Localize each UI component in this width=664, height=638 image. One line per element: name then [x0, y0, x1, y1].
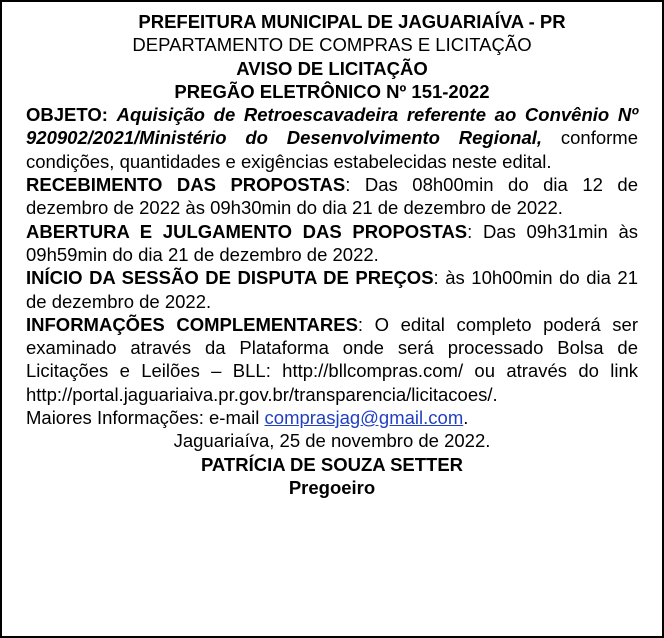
inicio-text: : às 10h00min do dia 21 de dezembro de 2022.: [26, 267, 638, 312]
inicio-label: INÍCIO DA SESSÃO DE DISPUTA DE PREÇOS: [26, 267, 434, 289]
objeto-conditions: conforme condições, quantidades e exigências estabelecidas neste edital.: [26, 127, 638, 172]
department-title: DEPARTAMENTO DE COMPRAS E LICITAÇÃO: [132, 34, 532, 56]
pregao-number: PREGÃO ELETRÔNICO Nº 151-2022: [174, 80, 490, 102]
recebimento-paragraph: [26, 173, 638, 220]
portal-link-paragraph: [26, 383, 638, 406]
portal-link[interactable]: http://portal.jaguariaiva.pr.gov.br/transparencia/licitacoes/.: [26, 383, 498, 405]
contato-suffix: .: [463, 407, 469, 429]
signatory-name: PATRÍCIA DE SOUZA SETTER: [200, 453, 464, 475]
objeto-paragraph: [26, 103, 638, 173]
recebimento-text: : Das 08h00min do dia 12 de dezembro de 2022 às 09h30min do dia 21 de dezembro de 2022.: [26, 174, 638, 219]
notice-title: AVISO DE LICITAÇÃO: [236, 57, 428, 79]
recebimento-label: RECEBIMENTO DAS PROPOSTAS: [26, 174, 346, 196]
inicio-paragraph: [26, 266, 638, 313]
informacoes-text: : O edital completo poderá ser examinado através da Plataforma onde será processado Bolsa de Licitações e Leilões – BLL: http://bllcompras.com/ ou através do link: [26, 313, 639, 382]
place-date: Jaguariaíva, 25 de novembro de 2022.: [173, 430, 491, 452]
informacoes-label: INFORMAÇÕES COMPLEMENTARES: [26, 313, 358, 335]
email-link[interactable]: comprasjag@gmail.com: [264, 407, 464, 429]
informacoes-paragraph: [26, 313, 638, 383]
municipality-title: PREFEITURA MUNICIPAL DE JAGUARIAÍVA - PR: [138, 11, 566, 32]
objeto-label: OBJETO:: [26, 104, 108, 126]
contato-prefix: Maiores Informações: e-mail: [26, 407, 265, 429]
abertura-label: ABERTURA E JULGAMENTO DAS PROPOSTAS: [26, 220, 468, 242]
abertura-paragraph: [26, 220, 638, 267]
objeto-description: Aquisição de Retroescavadeira referente ao Convênio Nº 920902/2021/Ministério do Desenvolvimento Regional,: [26, 104, 638, 149]
signatory-role: Pregoeiro: [288, 476, 376, 498]
abertura-text: : Das 09h31min às 09h59min do dia 21 de dezembro de 2022.: [26, 220, 638, 265]
contato-paragraph: [26, 406, 638, 429]
